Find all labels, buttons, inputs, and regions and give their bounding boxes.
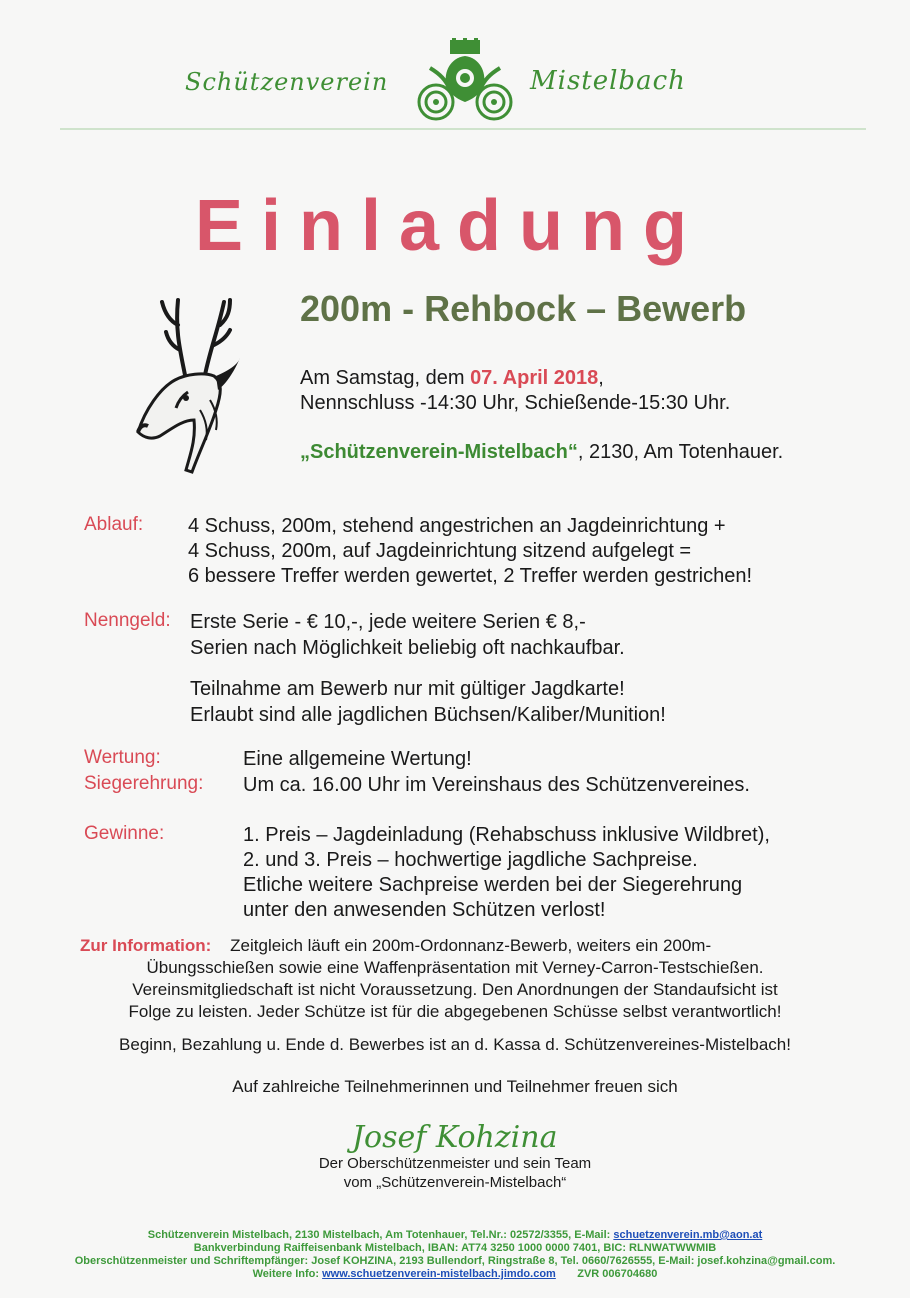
- information-first-line: [80, 935, 711, 957]
- footer-contact: [0, 1229, 910, 1242]
- event-date: 07. April 2018: [470, 367, 599, 389]
- page-title: Einladung: [195, 186, 705, 266]
- information-text: Zeitgleich läuft ein 200m-Ordonnanz-Bewerb, weiters ein 200m-: [230, 936, 712, 955]
- club-name-right: Mistelbach: [530, 66, 686, 96]
- information-label: Zur Information:: [80, 936, 212, 955]
- footer-zvr: ZVR 006704680: [577, 1268, 658, 1280]
- date-prefix: Am Samstag, dem: [300, 367, 471, 389]
- ablauf-line: 6 bessere Treffer werden gewertet, 2 Treffer werden gestrichen!: [188, 565, 753, 587]
- ablauf-line: 4 Schuss, 200m, stehend angestrichen an Jagdeinrichtung +: [188, 515, 726, 537]
- siegerehrung-label: Siegerehrung:: [84, 773, 204, 794]
- wertung-label: Wertung:: [84, 747, 161, 768]
- gewinne-label: Gewinne:: [84, 823, 165, 844]
- footer-email-link[interactable]: schuetzenverein.mb@aon.at: [613, 1229, 763, 1241]
- siegerehrung-text: Um ca. 16.00 Uhr im Vereinshaus des Schützenvereines.: [243, 774, 750, 796]
- nenngeld-line: Erste Serie - € 10,-, jede weitere Serien € 8,-: [190, 611, 586, 633]
- information-line: Folge zu leisten. Jeder Schütze ist für die abgegebenen Schüsse selbst verantwortlich!: [128, 1002, 782, 1021]
- prize-line: unter den anwesenden Schützen verlost!: [243, 899, 606, 921]
- footer-website: [0, 1268, 910, 1281]
- payment-note: Beginn, Bezahlung u. Ende d. Bewerbes ist an d. Kassa d. Schützenvereines-Mistelbach!: [119, 1035, 791, 1054]
- event-date-line: [300, 366, 604, 391]
- information-line: Vereinsmitgliedschaft ist nicht Voraussetzung. Den Anordnungen der Standaufsicht ist: [132, 980, 778, 999]
- requirement-note: Teilnahme am Bewerb nur mit gültiger Jagdkarte!: [190, 678, 625, 700]
- footer-contact-person: Oberschützenmeister und Schriftempfänger: Josef KOHZINA, 2193 Bullendorf, Ringstraße 8, Tel. 0660/7626555, E-Mail: josef.kohzina@gmail.com.: [74, 1255, 836, 1267]
- venue-address: , 2130, Am Totenhauer.: [577, 441, 784, 463]
- club-name-left: Schützenverein: [185, 68, 389, 96]
- ablauf-line: 4 Schuss, 200m, auf Jagdeinrichtung sitzend aufgelegt =: [188, 540, 692, 562]
- prize-line: Etliche weitere Sachpreise werden bei der Siegerehrung: [243, 874, 743, 896]
- wertung-text: Eine allgemeine Wertung!: [243, 748, 472, 770]
- event-times: Nennschluss -14:30 Uhr, Schießende-15:30 Uhr.: [300, 392, 731, 414]
- ablauf-label: Ablauf:: [84, 514, 144, 535]
- footer-info-label: Weitere Info:: [252, 1268, 323, 1280]
- footer-bank: Bankverbindung Raiffeisenbank Mistelbach, IBAN: AT74 3250 1000 0000 7401, BIC: RLNWATWWMIB: [193, 1242, 717, 1254]
- requirement-note: Erlaubt sind alle jagdlichen Büchsen/Kaliber/Munition!: [190, 704, 666, 726]
- venue-name: „Schützenverein-Mistelbach“: [300, 441, 578, 463]
- prize-line: 1. Preis – Jagdeinladung (Rehabschuss inklusive Wildbret),: [243, 824, 770, 846]
- footer-website-link[interactable]: www.schuetzenverein-mistelbach.jimdo.com: [322, 1268, 556, 1280]
- club-crest-logo: [410, 38, 520, 128]
- information-line: Übungsschießen sowie eine Waffenpräsentation mit Verney-Carron-Testschießen.: [146, 958, 764, 977]
- signature: Josef Kohzina: [352, 1120, 558, 1155]
- header-divider: [60, 128, 866, 130]
- footer-address: Schützenverein Mistelbach, 2130 Mistelbach, Am Totenhauer, Tel.Nr.: 02572/3355, E-Mail:: [147, 1229, 614, 1241]
- closing-text: Auf zahlreiche Teilnehmerinnen und Teilnehmer freuen sich: [232, 1077, 678, 1096]
- signoff: [0, 1154, 910, 1192]
- nenngeld-label: Nenngeld:: [84, 610, 171, 631]
- prize-line: 2. und 3. Preis – hochwertige jagdliche Sachpreise.: [243, 849, 698, 871]
- signoff-line: vom „Schützenverein-Mistelbach“: [343, 1174, 567, 1191]
- event-subtitle: 200m - Rehbock – Bewerb: [300, 288, 747, 329]
- signoff-line: Der Oberschützenmeister und sein Team: [318, 1155, 592, 1172]
- roebuck-head-illustration: [130, 280, 250, 480]
- nenngeld-line: Serien nach Möglichkeit beliebig oft nachkaufbar.: [190, 637, 625, 659]
- date-suffix: ,: [598, 367, 604, 389]
- event-venue: [300, 440, 783, 465]
